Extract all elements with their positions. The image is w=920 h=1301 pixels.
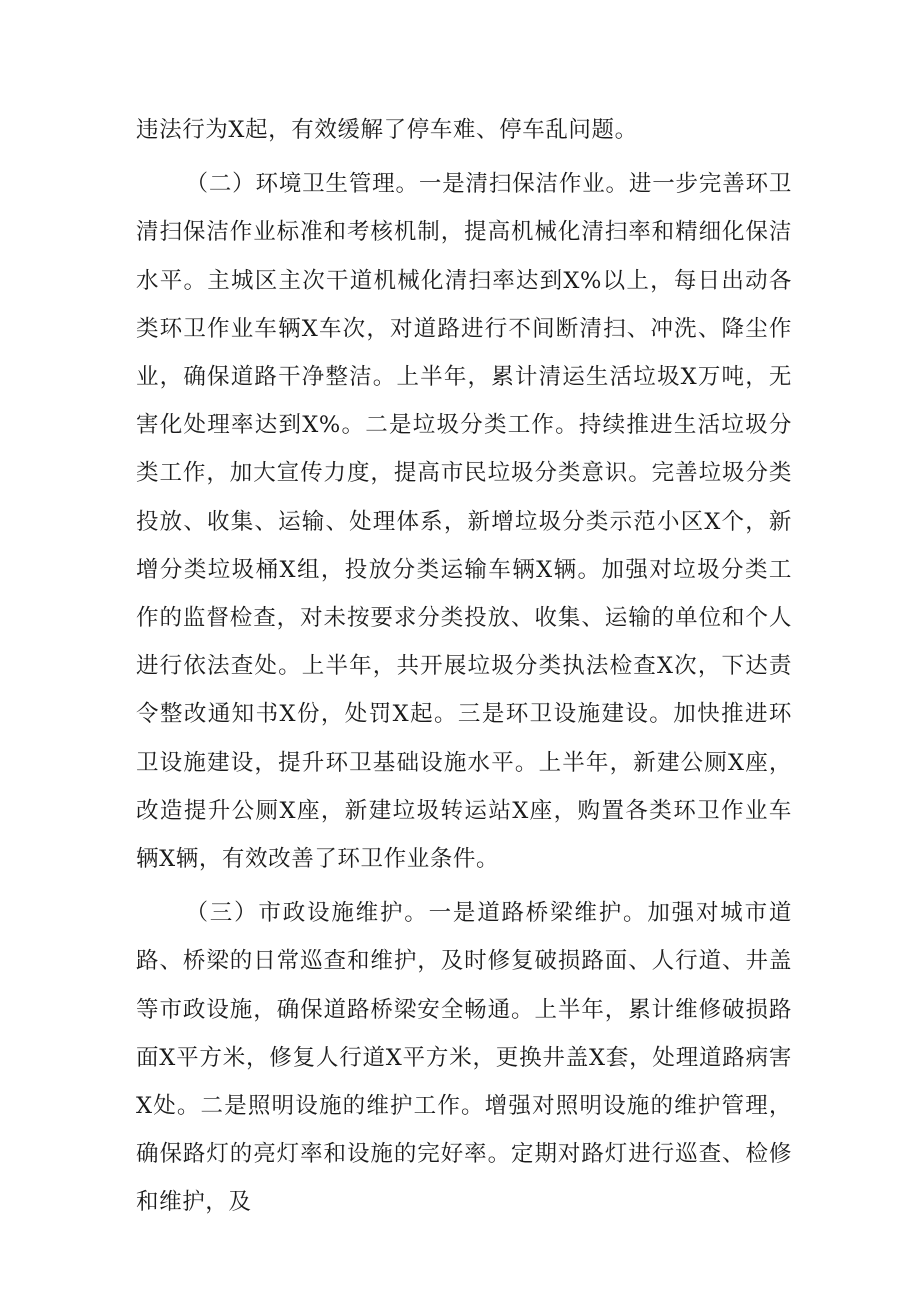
paragraph-municipal-facilities: （三）市政设施维护。一是道路桥梁维护。加强对城市道路、桥梁的日常巡查和维护，及时修复破损路面、人行道、井盖等市政设施，确保道路桥梁安全畅通。上半年，累计维修破损路面X平方米，修复人行道X平方米，更换井盖X套，处理道路病害X处。二是照明设施的维护工作。增强对照明设施的维护管理，确保路灯的亮灯率和设施的完好率。定期对路灯进行巡查、检修和维护，及 [136,900,792,1216]
paragraph-environmental-sanitation: （二）环境卫生管理。一是清扫保洁作业。进一步完善环卫清扫保洁作业标准和考核机制，提高机械化清扫率和精细化保洁水平。主城区主次干道机械化清扫率达到X%以上，每日出动各类环卫作业车辆X车次，对道路进行不间断清扫、冲洗、降尘作业，确保道路干净整洁。上半年，累计清运生活垃圾X万吨，无害化处理率达到X%。二是垃圾分类工作。持续推进生活垃圾分类工作，加大宣传力度，提高市民垃圾分类意识。完善垃圾分类投放、收集、运输、处理体系，新增垃圾分类示范小区X个，新增分类垃圾桶X组，投放分类运输车辆X辆。加强对垃圾分类工作的监督检查，对未按要求分类投放、收集、运输的单位和个人进行依法查处。上半年，共开展垃圾分类执法检查X次，下达责令整改通知书X份，处罚X起。三是环卫设施建设。加快推进环卫设施建设，提升环卫基础设施水平。上半年，新建公厕X座，改造提升公厕X座，新建垃圾转运站X座，购置各类环卫作业车辆X辆，有效改善了环卫作业条件。 [136,171,792,873]
body-text [136,106,792,1227]
paragraph-continuation: 违法行为X起，有效缓解了停车难、停车乱问题。 [136,117,638,143]
